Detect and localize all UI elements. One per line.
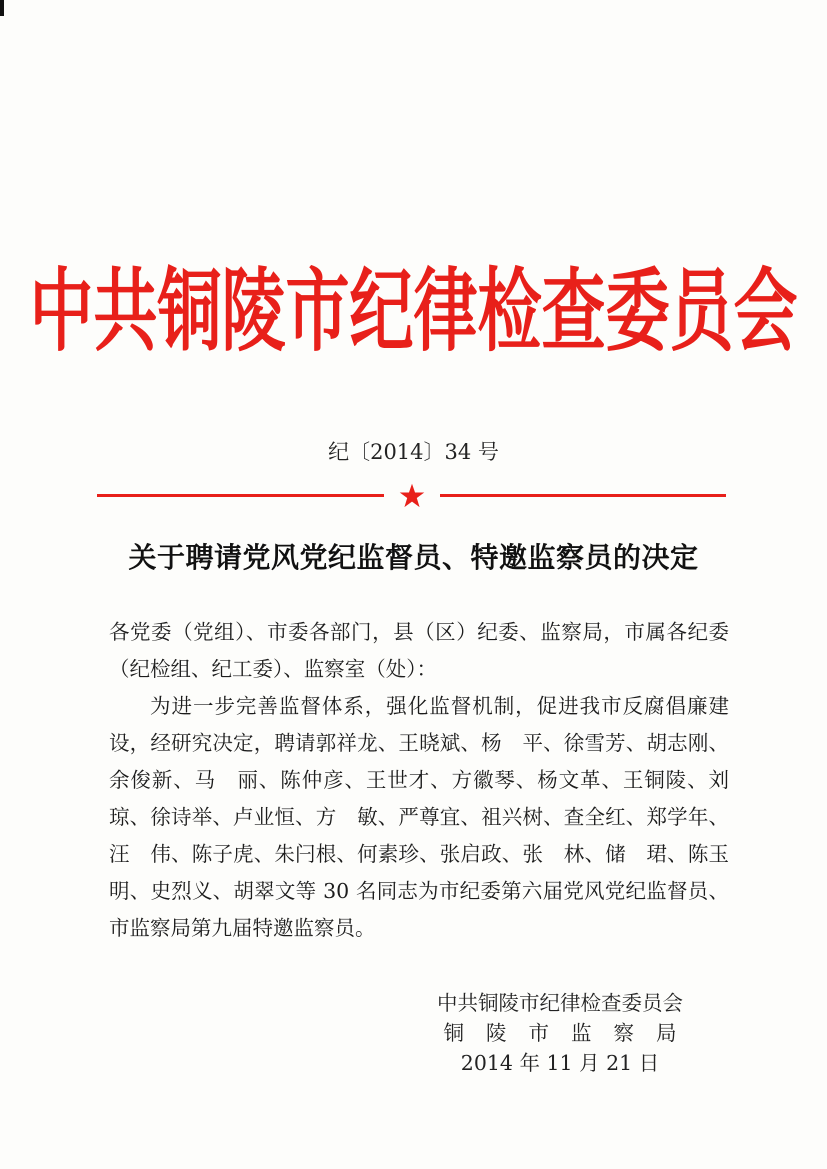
- red-divider-left: [97, 494, 384, 497]
- signature-issuer-bureau: 铜陵市监察局: [443, 1021, 699, 1045]
- document-title: 关于聘请党风党纪监督员、特邀监察员的决定: [128, 541, 699, 574]
- signature-issuer-commission: 中共铜陵市纪律检查委员会: [437, 991, 683, 1015]
- scan-corner-mark: [0, 0, 4, 16]
- recipients-paragraph: 各党委（党组）、市委各部门，县（区）纪委、监察局，市属各纪委（纪检组、纪工委）、监察室（处）：: [109, 620, 729, 681]
- document-number: 纪〔2014〕34 号: [328, 440, 499, 464]
- red-star-icon: [398, 482, 426, 510]
- decision-paragraph: 为进一步完善监督体系，强化监督机制，促进我市反腐倡廉建设，经研究决定，聘请郭祥龙、王晓斌、杨 平、徐雪芳、胡志刚、余俊新、马 丽、陈仲彦、王世才、方徽琴、杨文革、王铜陵、刘 琼、徐诗举、卢业恒、方 敏、严尊宜、祖兴树、查全红、郑学年、汪 伟、陈子虎、朱闩根、何素珍、张启政、张 林、储 珺、陈玉明、史烈义、胡翠文等 30 名同志为市纪委第六届党风党纪监督员、市监察局第九届特邀监察员。: [109, 694, 750, 940]
- document-body: [109, 614, 750, 947]
- signature-block: [410, 988, 710, 1078]
- red-divider-right: [440, 494, 726, 497]
- org-header-title: 中共铜陵市纪律检查委员会: [29, 261, 798, 365]
- signature-date: 2014 年 11 月 21 日: [460, 1051, 660, 1075]
